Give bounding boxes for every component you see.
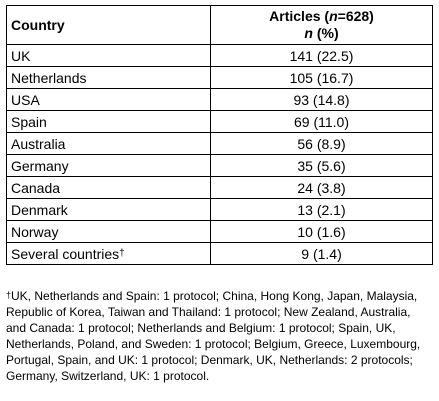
- country-cell: Germany: [7, 155, 211, 177]
- articles-value-cell: 93 (14.8): [211, 89, 433, 111]
- table-body: [7, 45, 433, 265]
- articles-value-cell: 10 (1.6): [211, 221, 433, 243]
- dagger-footnote-marker: †: [119, 247, 125, 259]
- articles-header-n: n: [329, 8, 338, 24]
- articles-column-header: [211, 6, 433, 45]
- articles-by-country-table: [6, 5, 433, 265]
- country-name: Several countries: [11, 245, 120, 262]
- country-cell: Netherlands: [7, 67, 211, 89]
- country-column-header: Country: [7, 6, 211, 45]
- table-header-row: [7, 6, 433, 45]
- articles-value-cell: 13 (2.1): [211, 199, 433, 221]
- table-row: [7, 243, 433, 265]
- articles-header-suffix: =628): [337, 8, 374, 24]
- articles-header-prefix: Articles (: [269, 8, 330, 24]
- footnote-text: UK, Netherlands and Spain: 1 protocol; China, Hong Kong, Japan, Malaysia, Republic of Korea, Taiwan and Thailand: 1 protocol; New Zealand, Australia, and Canada: 1 protocol; Netherlands and Belgium: 1 protocol; Spain, UK, Netherlands, Poland, and Sweden: 1 protocol; Belgium, Greece, Luxembourg, Portugal, Spain, and UK: 1 protocol; Denmark, UK, Netherlands: 2 protocols; Germany, Switzerland, UK: 1 protocol.: [6, 289, 421, 383]
- country-cell: UK: [7, 45, 211, 67]
- table-row: [7, 89, 433, 111]
- articles-value-cell: 24 (3.8): [211, 177, 433, 199]
- table-row: [7, 177, 433, 199]
- articles-value-cell: 56 (8.9): [211, 133, 433, 155]
- articles-value-cell: 69 (11.0): [211, 111, 433, 133]
- table-footnote: [6, 287, 426, 384]
- country-cell: Norway: [7, 221, 211, 243]
- table-row: [7, 221, 433, 243]
- country-cell: Canada: [7, 177, 211, 199]
- country-cell: Denmark: [7, 199, 211, 221]
- articles-value-cell: 141 (22.5): [211, 45, 433, 67]
- country-cell: USA: [7, 89, 211, 111]
- articles-value-cell: 9 (1.4): [211, 243, 433, 265]
- country-cell: Australia: [7, 133, 211, 155]
- table-row: [7, 111, 433, 133]
- articles-value-cell: 35 (5.6): [211, 155, 433, 177]
- table-header: [7, 6, 433, 45]
- table-row: [7, 45, 433, 67]
- country-cell: [7, 243, 211, 265]
- country-cell: Spain: [7, 111, 211, 133]
- articles-value-cell: 105 (16.7): [211, 67, 433, 89]
- footnote-dagger-symbol: †: [6, 290, 12, 300]
- table-row: [7, 67, 433, 89]
- table-row: [7, 155, 433, 177]
- articles-subheader-pct: (%): [312, 25, 339, 41]
- articles-by-country-table-container: [6, 5, 432, 265]
- articles-subheader-n: n: [304, 25, 313, 41]
- table-row: [7, 199, 433, 221]
- table-row: [7, 133, 433, 155]
